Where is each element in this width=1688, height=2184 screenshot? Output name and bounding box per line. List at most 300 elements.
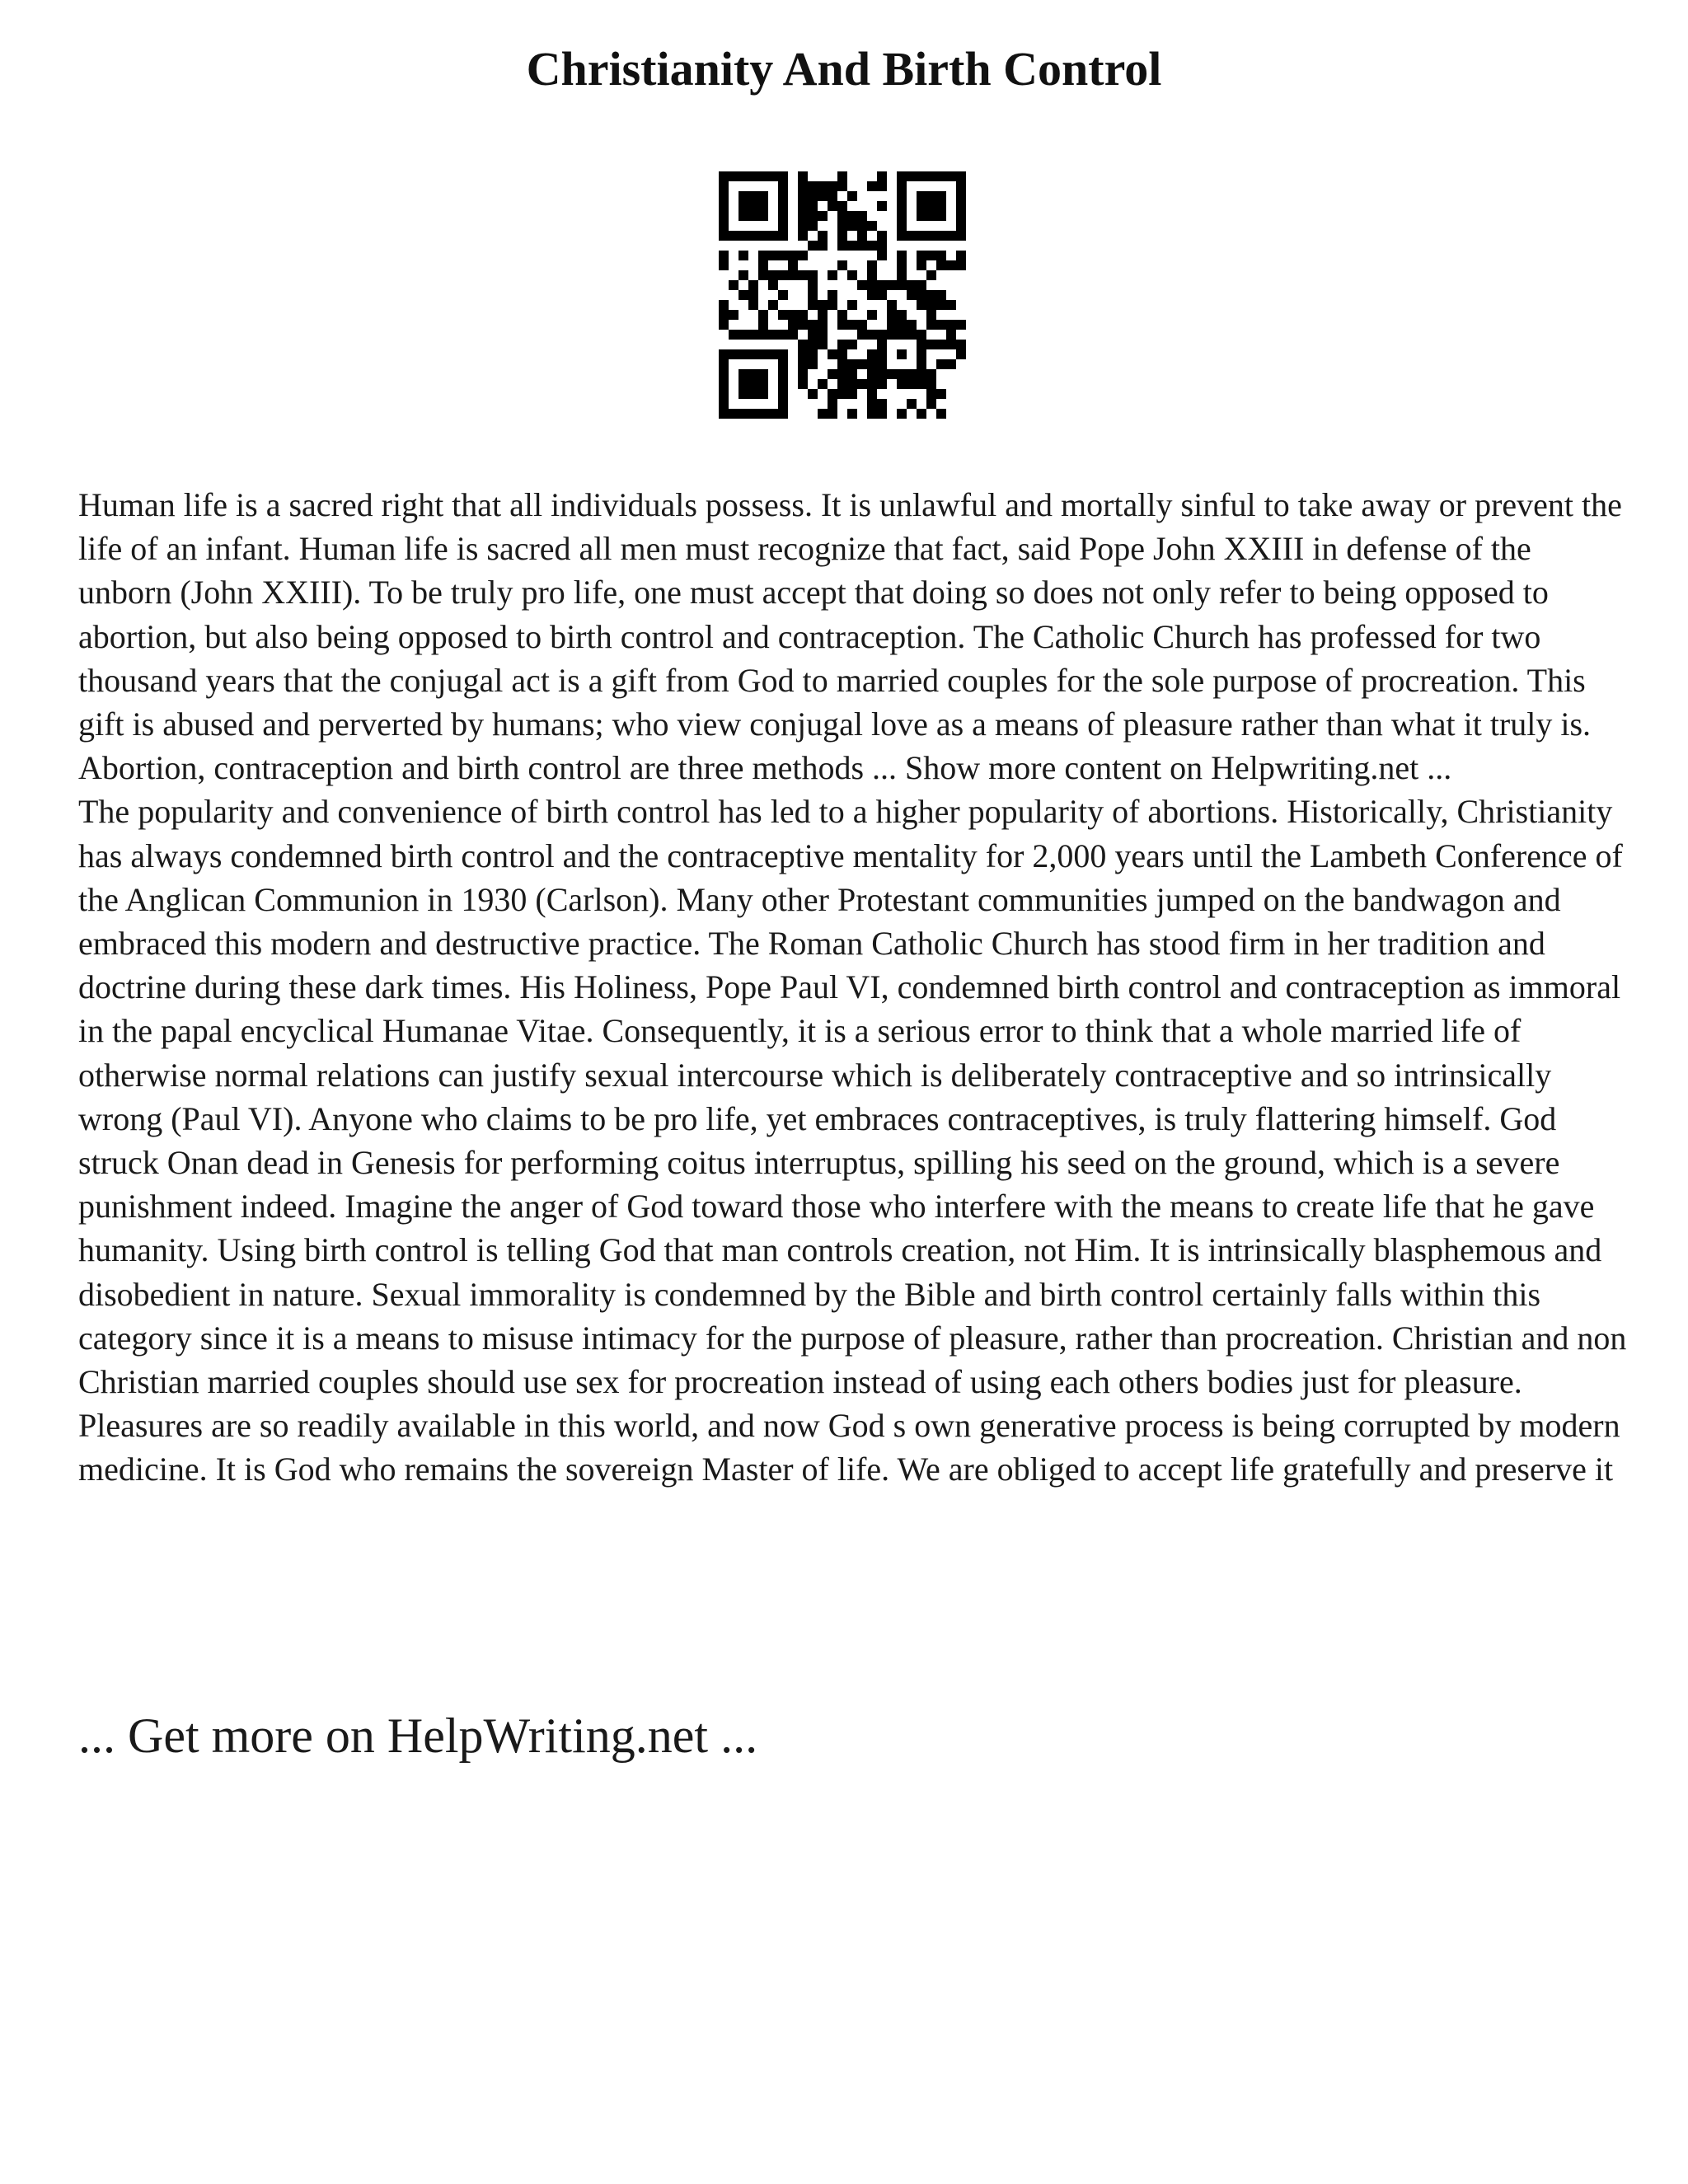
qr-module [748, 379, 758, 389]
qr-module [877, 171, 887, 181]
qr-module [768, 171, 778, 181]
qr-module [788, 251, 798, 260]
qr-module [926, 340, 936, 349]
qr-module [808, 201, 818, 211]
qr-module [936, 409, 946, 419]
qr-module [926, 379, 936, 389]
qr-module [837, 320, 847, 330]
qr-module [936, 211, 946, 221]
qr-module [877, 290, 887, 300]
qr-module [719, 379, 729, 389]
qr-module [887, 280, 897, 290]
qr-module [847, 221, 857, 231]
qr-module [847, 409, 857, 419]
qr-module [788, 330, 798, 340]
qr-module [738, 369, 748, 379]
qr-module [917, 290, 926, 300]
qr-module [897, 221, 907, 231]
qr-module [729, 330, 738, 340]
qr-module [828, 191, 837, 201]
qr-module [768, 300, 778, 310]
qr-module [917, 211, 926, 221]
qr-module [867, 280, 877, 290]
qr-module [828, 201, 837, 211]
qr-module [867, 181, 877, 191]
qr-module [798, 379, 808, 389]
qr-module [808, 191, 818, 201]
qr-module [738, 330, 748, 340]
qr-module [857, 379, 867, 389]
qr-module [828, 389, 837, 399]
qr-module [956, 171, 966, 181]
qr-module [897, 270, 907, 280]
qr-module [837, 349, 847, 359]
qr-module [798, 340, 808, 349]
qr-module [877, 359, 887, 369]
qr-module [778, 389, 788, 399]
qr-module [917, 251, 926, 260]
qr-module [828, 300, 837, 310]
qr-module [926, 290, 936, 300]
qr-module [936, 359, 946, 369]
qr-module [818, 409, 828, 419]
qr-module [818, 241, 828, 251]
qr-module [788, 310, 798, 320]
qr-module [877, 399, 887, 409]
paragraph-1: Human life is a sacred right that all individuals possess. It is unlawful and mortally sinful to take away or prevent the life of an infant. Human life is sacred all men must recognize that fact, said Pope John XXIII in defense of the unborn (John XXIII). To be truly pro life, one must accept that doing so does not only refer to being opposed to abortion, but also being opposed to birth control and contraception. The Catholic Church has professed for two thousand years that the conjugal act is a gift from God to married couples for the sole purpose of procreation. This gift is abused and perverted by humans; who view conjugal love as a means of pleasure rather than what it truly is. Abortion, contraception and birth control are three methods ... Show more content on Helpwriting.net ... [78, 486, 1622, 787]
qr-module [907, 399, 917, 409]
qr-module [877, 409, 887, 419]
qr-module [837, 340, 847, 349]
qr-module [738, 290, 748, 300]
qr-module [778, 181, 788, 191]
qr-module [877, 379, 887, 389]
qr-module [867, 399, 877, 409]
qr-module [719, 191, 729, 201]
qr-module [867, 349, 877, 359]
qr-module [837, 231, 847, 241]
qr-module [768, 251, 778, 260]
qr-module [748, 300, 758, 310]
qr-module [897, 181, 907, 191]
qr-module [719, 320, 729, 330]
qr-module [818, 300, 828, 310]
qr-module [837, 211, 847, 221]
qr-module [926, 310, 936, 320]
qr-module [808, 290, 818, 300]
qr-module [936, 191, 946, 201]
qr-module [719, 359, 729, 369]
qr-module [877, 241, 887, 251]
qr-module [719, 310, 729, 320]
qr-module [798, 369, 808, 379]
qr-module [778, 251, 788, 260]
qr-module [867, 241, 877, 251]
qr-module [798, 231, 808, 241]
qr-module [956, 340, 966, 349]
qr-module [719, 409, 729, 419]
qr-module [897, 231, 907, 241]
qr-module [719, 389, 729, 399]
qr-module [818, 330, 828, 340]
qr-module [897, 409, 907, 419]
qr-module [847, 340, 857, 349]
qr-module [857, 280, 867, 290]
qr-module [818, 211, 828, 221]
qr-module [847, 359, 857, 369]
qr-module [907, 290, 917, 300]
qr-module [867, 389, 877, 399]
qr-module [857, 241, 867, 251]
qr-module [907, 280, 917, 290]
qr-module [788, 270, 798, 280]
qr-module [798, 221, 808, 231]
qr-module [748, 171, 758, 181]
qr-module [956, 191, 966, 201]
qr-module [798, 251, 808, 260]
qr-module [719, 171, 729, 181]
qr-module [719, 181, 729, 191]
qr-module [798, 270, 808, 280]
qr-module [808, 221, 818, 231]
qr-module [956, 181, 966, 191]
qr-module [936, 231, 946, 241]
qr-module [887, 320, 897, 330]
qr-module [729, 171, 738, 181]
qr-module [857, 330, 867, 340]
qr-module [828, 349, 837, 359]
qr-module [729, 409, 738, 419]
qr-module [837, 201, 847, 211]
qr-module [798, 201, 808, 211]
qr-module [867, 359, 877, 369]
qr-module [738, 171, 748, 181]
qr-module [897, 211, 907, 221]
qr-module [808, 349, 818, 359]
qr-module [897, 251, 907, 260]
qr-module [917, 280, 926, 290]
qr-module [907, 369, 917, 379]
qr-module [738, 201, 748, 211]
qr-module [719, 260, 729, 270]
qr-module [837, 260, 847, 270]
qr-module [847, 320, 857, 330]
qr-module [926, 171, 936, 181]
qr-module [946, 340, 956, 349]
qr-module [936, 389, 946, 399]
qr-module [768, 280, 778, 290]
qr-module [788, 320, 798, 330]
qr-module [847, 389, 857, 399]
qr-module [897, 260, 907, 270]
qr-module [877, 340, 887, 349]
qr-module [778, 359, 788, 369]
qr-module [729, 231, 738, 241]
qr-module [917, 359, 926, 369]
qr-module [768, 231, 778, 241]
qr-module [897, 369, 907, 379]
qr-module [808, 359, 818, 369]
qr-module [758, 310, 768, 320]
qr-module [926, 369, 936, 379]
qr-module [897, 379, 907, 389]
qr-module [808, 300, 818, 310]
qr-module [847, 241, 857, 251]
qr-code-icon [719, 171, 966, 419]
get-more-link[interactable]: ... Get more on HelpWriting.net ... [78, 1708, 758, 1763]
qr-module [926, 300, 936, 310]
qr-module [818, 231, 828, 241]
qr-module [917, 349, 926, 359]
qr-module [778, 349, 788, 359]
qr-module [897, 330, 907, 340]
qr-module [877, 330, 887, 340]
qr-module [748, 211, 758, 221]
qr-module [758, 349, 768, 359]
qr-module [778, 221, 788, 231]
qr-module [808, 340, 818, 349]
qr-module [758, 330, 768, 340]
qr-module [946, 260, 956, 270]
qr-module [857, 221, 867, 231]
qr-module [738, 409, 748, 419]
qr-module [719, 221, 729, 231]
paragraph-2: The popularity and convenience of birth control has led to a higher popularity of abortions. Historically, Christianity has always condemned birth control and the contraceptive mentality for 2,000 years until the Lambeth Conference of the Anglican Communion in 1930 (Carlson). Many other Protestant communities jumped on the bandwagon and embraced this modern and destructive practice. The Roman Catholic Church has stood firm in her tradition and doctrine during these dark times. His Holiness, Pope Paul VI, condemned birth control and contraception as immoral in the papal encyclical Humanae Vitae. Consequently, it is a serious error to think that a whole married life of otherwise normal relations can justify sexual intercourse which is deliberately contraceptive and so intrinsically wrong (Paul VI). Anyone who claims to be pro life, yet embraces contraceptives, is truly flattering himself. God struck Onan dead in Genesis for performing coitus interruptus, spilling his seed on the ground, which is a severe punishment indeed. Imagine the anger of God toward those who interfere with the means to create life that he gave humanity. Using birth control is telling God that man controls creation, not Him. It is intrinsically blasphemous and disobedient in nature. Sexual immorality is condemned by the Bible and birth control certainly falls within this category since it is a means to misuse intimacy for the purpose of pleasure, rather than procreation. Christian and non Christian married couples should use sex for procreation instead of using each others bodies just for pleasure. Pleasures are so readily available in this world, and now God s own generative process is being corrupted by modern medicine. It is God who remains the sovereign Master of life. We are obliged to accept life gratefully and preserve it [78, 793, 1627, 1488]
qr-module [847, 270, 857, 280]
page-title: Christianity And Birth Control [526, 42, 1162, 96]
qr-module [956, 251, 966, 260]
qr-module [917, 260, 926, 270]
qr-module [748, 191, 758, 201]
qr-module [936, 201, 946, 211]
qr-module [956, 320, 966, 330]
qr-module [719, 399, 729, 409]
qr-module [837, 389, 847, 399]
qr-module [778, 270, 788, 280]
qr-module [946, 171, 956, 181]
qr-module [887, 300, 897, 310]
qr-module [877, 231, 887, 241]
qr-module [808, 211, 818, 221]
qr-module [907, 330, 917, 340]
qr-module [946, 231, 956, 241]
qr-module [926, 270, 936, 280]
qr-module [738, 231, 748, 241]
qr-module [926, 201, 936, 211]
qr-module [719, 211, 729, 221]
qr-module [748, 409, 758, 419]
qr-module [926, 399, 936, 409]
qr-module [778, 399, 788, 409]
qr-module [818, 340, 828, 349]
qr-module [778, 409, 788, 419]
qr-module [837, 310, 847, 320]
qr-module [917, 340, 926, 349]
qr-module [847, 211, 857, 221]
qr-module [936, 320, 946, 330]
qr-module [768, 330, 778, 340]
qr-module [778, 379, 788, 389]
qr-module [956, 211, 966, 221]
qr-module [828, 409, 837, 419]
article-body [78, 483, 1628, 1492]
qr-module [719, 369, 729, 379]
qr-module [837, 359, 847, 369]
qr-module [758, 389, 768, 399]
qr-module [837, 379, 847, 389]
qr-module [818, 320, 828, 330]
qr-module [837, 241, 847, 251]
qr-module [738, 191, 748, 201]
qr-module [748, 201, 758, 211]
qr-module [936, 300, 946, 310]
qr-module [936, 260, 946, 270]
qr-module [798, 310, 808, 320]
qr-module [778, 290, 788, 300]
qr-module [729, 349, 738, 359]
qr-module [956, 201, 966, 211]
qr-module [917, 300, 926, 310]
qr-module [798, 211, 808, 221]
qr-module [808, 389, 818, 399]
qr-module [778, 171, 788, 181]
qr-module [956, 349, 966, 359]
qr-module [828, 181, 837, 191]
qr-module [758, 409, 768, 419]
qr-module [719, 231, 729, 241]
qr-module [828, 369, 837, 379]
qr-module [936, 340, 946, 349]
qr-module [936, 251, 946, 260]
qr-module [867, 369, 877, 379]
qr-module [887, 310, 897, 320]
qr-module [917, 231, 926, 241]
qr-module [738, 379, 748, 389]
qr-module [758, 270, 768, 280]
qr-module [788, 260, 798, 270]
qr-module [917, 369, 926, 379]
qr-module [926, 211, 936, 221]
qr-module [946, 320, 956, 330]
qr-module [738, 389, 748, 399]
qr-module [748, 330, 758, 340]
qr-module [946, 359, 956, 369]
qr-module [719, 251, 729, 260]
qr-module [867, 330, 877, 340]
qr-module [897, 280, 907, 290]
qr-module [748, 280, 758, 290]
qr-module [738, 270, 748, 280]
qr-module [808, 330, 818, 340]
qr-module [857, 359, 867, 369]
qr-module [738, 251, 748, 260]
qr-module [778, 231, 788, 241]
qr-module [847, 379, 857, 389]
qr-module [867, 221, 877, 231]
qr-module [907, 171, 917, 181]
qr-module [877, 349, 887, 359]
qr-module [887, 330, 897, 340]
qr-module [917, 330, 926, 340]
qr-module [758, 251, 768, 260]
qr-module [758, 201, 768, 211]
qr-module [867, 310, 877, 320]
qr-module [897, 171, 907, 181]
qr-module [828, 270, 837, 280]
qr-module [758, 260, 768, 270]
qr-module [926, 320, 936, 330]
qr-module [847, 300, 857, 310]
qr-module [798, 181, 808, 191]
qr-module [867, 260, 877, 270]
qr-module [798, 349, 808, 359]
qr-module [778, 310, 788, 320]
qr-module [748, 389, 758, 399]
qr-module [837, 369, 847, 379]
qr-module [897, 310, 907, 320]
qr-module [917, 191, 926, 201]
qr-module [729, 280, 738, 290]
qr-module [926, 191, 936, 201]
qr-module [719, 201, 729, 211]
qr-module [857, 231, 867, 241]
qr-module [808, 280, 818, 290]
qr-module [877, 280, 887, 290]
qr-module [946, 300, 956, 310]
qr-module [818, 379, 828, 389]
qr-module [857, 320, 867, 330]
qr-module [818, 181, 828, 191]
qr-module [808, 320, 818, 330]
qr-module [758, 320, 768, 330]
qr-module [936, 171, 946, 181]
qr-module [778, 211, 788, 221]
qr-module [808, 270, 818, 280]
qr-module [917, 201, 926, 211]
qr-module [798, 171, 808, 181]
qr-module [828, 399, 837, 409]
qr-module [778, 330, 788, 340]
qr-module [818, 191, 828, 201]
qr-module [758, 171, 768, 181]
qr-module [808, 241, 818, 251]
qr-module [907, 231, 917, 241]
qr-module [867, 290, 877, 300]
qr-module [956, 231, 966, 241]
qr-module [818, 310, 828, 320]
qr-module [897, 349, 907, 359]
qr-module [917, 171, 926, 181]
qr-module [738, 211, 748, 221]
qr-module [738, 349, 748, 359]
qr-module [778, 191, 788, 201]
qr-module [758, 379, 768, 389]
qr-module [917, 409, 926, 419]
qr-module [798, 320, 808, 330]
qr-module [719, 349, 729, 359]
qr-module [926, 251, 936, 260]
qr-module [758, 211, 768, 221]
qr-module [778, 201, 788, 211]
qr-module [778, 369, 788, 379]
qr-module [837, 171, 847, 181]
qr-module [798, 191, 808, 201]
qr-module [926, 231, 936, 241]
qr-module [748, 349, 758, 359]
qr-module [956, 221, 966, 231]
qr-module [897, 191, 907, 201]
qr-module [828, 290, 837, 300]
